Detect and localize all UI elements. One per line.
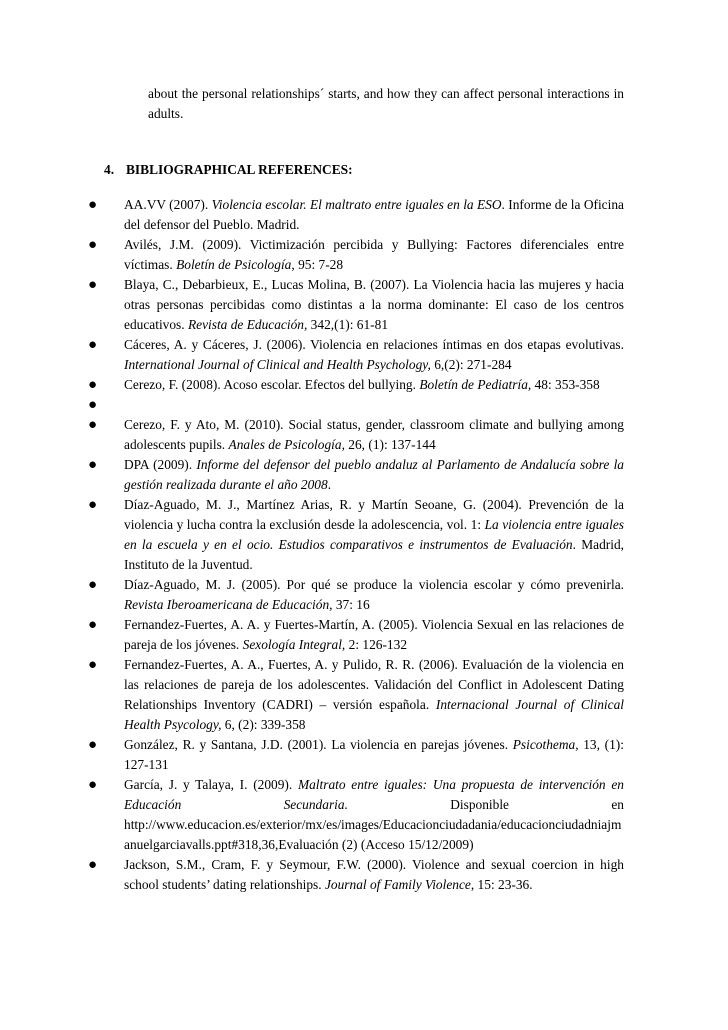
- reference-title: Internacional Journal of Clinical Health Psycology,: [124, 697, 624, 732]
- bullet-icon: ●: [88, 237, 98, 253]
- section-title: BIBLIOGRAPHICAL REFERENCES:: [126, 162, 353, 177]
- bullet-icon: ●: [88, 197, 98, 213]
- reference-item: ● AA.VV (2007). Violencia escolar. El maltrato entre iguales en la ESO. Informe de la Oficina del defensor del Pueblo. Madrid.: [88, 197, 624, 232]
- bullet-icon: ●: [88, 337, 98, 353]
- reference-line: Educación Secundaria. Disponible en: [124, 797, 624, 812]
- intro-paragraph: [148, 84, 624, 124]
- bullet-icon: ●: [88, 277, 98, 293]
- reference-item: ● Fernandez-Fuertes, A. A., Fuertes, A. y Pulido, R. R. (2006). Evaluación de la violencia en las relaciones de pareja de los adolescentes. Validación del Conflict in Adolescent Dating Relationships Inventory (CADRI) – versión española. Internacional Journal of Clinical Health Psycology, 6, (2): 339-358: [88, 657, 624, 732]
- bullet-icon: ●: [88, 617, 98, 633]
- reference-item: ● Cerezo, F. y Ato, M. (2010). Social status, gender, classroom climate and bullying among adolescents pupils. Anales de Psicología, 26, (1): 137-144: [88, 417, 624, 452]
- reference-title: Sexología Integral: [242, 637, 342, 652]
- reference-title: Maltrato entre iguales: Una propuesta de intervención: [297, 777, 606, 792]
- bullet-icon: ●: [88, 577, 98, 593]
- bullet-icon: ●: [88, 457, 98, 473]
- reference-title: Boletín de Pediatría,: [419, 377, 532, 392]
- reference-title: Informe del defensor del pueblo andaluz al Parlamento de Andalucía sobre la gestión realizada durante el año 2008: [124, 457, 624, 492]
- bullet-icon: ●: [88, 857, 98, 873]
- reference-item: ● DPA (2009). Informe del defensor del pueblo andaluz al Parlamento de Andalucía sobre la gestión realizada durante el año 2008.: [88, 457, 624, 492]
- reference-title: Boletín de Psicología: [176, 257, 292, 272]
- reference-title: Psicothema,: [512, 737, 579, 752]
- reference-item: ● Cáceres, A. y Cáceres, J. (2006). Violencia en relaciones íntimas en dos etapas evolutivas. International Journal of Clinical and Health Psychology, 6,(2): 271-284: [88, 337, 624, 372]
- bullet-icon: ●: [88, 497, 98, 513]
- reference-item: ● Jackson, S.M., Cram, F. y Seymour, F.W. (2000). Violence and sexual coercion in high school students’ dating relationships. Journal of Family Violence, 15: 23-36.: [88, 857, 624, 892]
- reference-title: Violencia escolar. El maltrato entre iguales en la ESO: [211, 197, 502, 212]
- reference-item: ● Avilés, J.M. (2009). Victimización percibida y Bullying: Factores diferenciales entre víctimas. Boletín de Psicología, 95: 7-28: [88, 237, 624, 272]
- reference-title: La violencia entre iguales en la escuela y en el ocio. Estudios comparativos e instrumentos de Evaluación: [124, 517, 624, 552]
- intro-line: interactions in adults.: [148, 86, 624, 121]
- bullet-icon: ●: [88, 417, 98, 433]
- reference-line: García, J. y Talaya, I. (2009). Maltrato entre iguales: Una propuesta de intervención en: [124, 777, 624, 792]
- reference-item: [88, 775, 624, 855]
- bullet-icon: ●: [88, 737, 98, 753]
- bullet-icon: ●: [88, 397, 98, 413]
- reference-title: Revista Iberoamericana de Educación,: [124, 597, 333, 612]
- reference-item: ● Díaz-Aguado, M. J. (2005). Por qué se produce la violencia escolar y cómo prevenirla. Revista Iberoamericana de Educación, 37: 16: [88, 577, 624, 612]
- section-heading: [104, 160, 353, 180]
- intro-line: about the personal relationships´ starts, and how they can affect personal: [148, 86, 544, 101]
- reference-title: Anales de Psicología,: [228, 437, 345, 452]
- reference-item: ● Fernandez-Fuertes, A. A. y Fuertes-Martín, A. (2005). Violencia Sexual en las relaciones de pareja de los jóvenes. Sexología Integral, 2: 126-132: [88, 617, 624, 652]
- reference-item: ● González, R. y Santana, J.D. (2001). La violencia en parejas jóvenes. Psicothema, 13, (1): 127-131: [88, 737, 624, 772]
- reference-item: ● Cerezo, F. (2008). Acoso escolar. Efectos del bullying. Boletín de Pediatría, 48: 353-358: [88, 377, 600, 393]
- reference-list: [88, 195, 624, 895]
- reference-title: Revista de Educación,: [187, 317, 308, 332]
- reference-item-empty: [88, 395, 624, 415]
- reference-item: ● Blaya, C., Debarbieux, E., Lucas Molina, B. (2007). La Violencia hacia las mujeres y hacia otras personas percibidas como distintas a la norma dominante: El caso de los centros educativos. Revista de Educación, 342,(1): 61-81: [88, 277, 624, 332]
- bullet-icon: ●: [88, 777, 98, 793]
- bullet-icon: ●: [88, 377, 98, 393]
- reference-item: ● Díaz-Aguado, M. J., Martínez Arias, R. y Martín Seoane, G. (2004). Prevención de la violencia y lucha contra la exclusión desde la adolescencia, vol. 1: La violencia entre iguales en la escuela y en el ocio. Estudios comparativos e instrumentos de Evaluación. Madrid, Instituto de la Juventud.: [88, 497, 624, 572]
- section-number: 4.: [104, 162, 115, 177]
- bullet-icon: ●: [88, 657, 98, 673]
- reference-title: International Journal of Clinical and Health Psychology,: [124, 357, 431, 372]
- reference-title: Journal of Family Violence: [324, 877, 471, 892]
- reference-url: http://www.educacion.es/exterior/mx/es/images/Educacionciudadania/educacionciudadniajmanuelgarciavalls.ppt#318,36,Evaluación (2) (Acceso 15/12/2009): [124, 817, 622, 852]
